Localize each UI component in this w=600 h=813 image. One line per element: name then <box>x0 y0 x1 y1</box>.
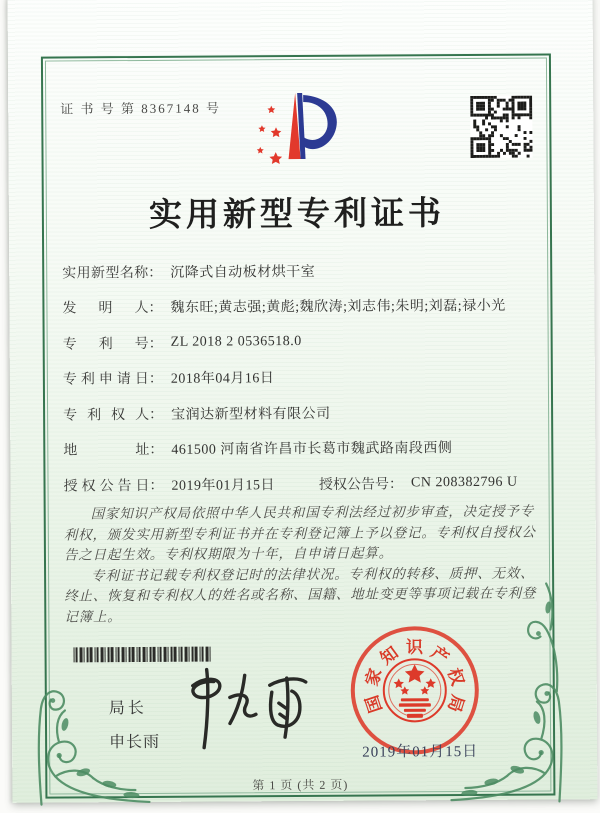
field-value: CN 208382796 U <box>410 474 518 491</box>
barcode-bar <box>160 647 162 662</box>
field-patentee <box>63 394 543 432</box>
field-label: 专利申请日 <box>62 372 149 388</box>
seal-char: 知 <box>376 642 402 669</box>
seal-char: 国 <box>362 692 386 715</box>
certificate-frame <box>41 53 556 798</box>
field-label: 授权公告日 <box>63 478 150 495</box>
barcode-bar <box>179 647 180 662</box>
barcode-bar <box>189 647 190 662</box>
barcode-bar <box>195 647 198 662</box>
certificate-number: 证 书 号 第 8367148 号 <box>60 100 222 117</box>
barcode-bar <box>158 647 159 662</box>
field-value: ZL 2018 2 0536518.0 <box>170 333 302 350</box>
field-colon: ： <box>148 372 163 388</box>
field-colon: ： <box>148 265 163 281</box>
field-label: 实用新型名称 <box>62 265 149 282</box>
field-value: 2018年04月16日 <box>170 371 275 388</box>
field-value: 魏东旺;黄志强;黄彪;魏欣涛;刘志伟;朱明;刘磊;禄小光 <box>170 299 506 317</box>
barcode-bar <box>174 647 177 662</box>
barcode-bar <box>192 647 194 662</box>
field-colon: ： <box>149 407 164 423</box>
barcode-bar <box>153 647 156 662</box>
seal-date: 2019年01月15日 <box>362 743 479 761</box>
barcode-bar <box>206 647 209 662</box>
barcode-bar <box>168 647 169 662</box>
field-value: 461500 河南省许昌市长葛市魏武路南段西侧 <box>171 441 453 459</box>
field-colon: ： <box>388 477 404 493</box>
signer-title: 局长 <box>108 699 147 718</box>
field-grant-date <box>63 465 543 503</box>
seal-char: 产 <box>427 642 453 669</box>
barcode-bar <box>210 647 211 662</box>
legal-paragraph-2: 专利证书记载专利权登记时的法律状况。专利权的转移、质押、无效、终止、恢复和专利权人的姓名或名称、国籍、地址变更等事项记载在专利登记簿上。 <box>64 565 537 624</box>
field-label: 授权公告号 <box>318 477 390 493</box>
floral-corner-ornament-right <box>448 573 569 804</box>
barcode-bar <box>185 647 188 662</box>
handwritten-signature-icon <box>167 661 323 762</box>
signer-name: 申长雨 <box>109 733 161 752</box>
field-value: 沉降式自动板材烘干室 <box>170 264 316 281</box>
national-emblem-icon <box>379 652 451 728</box>
field-address <box>63 429 543 467</box>
field-label: 专利号 <box>62 336 149 353</box>
field-colon: ： <box>148 301 163 317</box>
field-list <box>62 252 544 503</box>
barcode-bar <box>181 647 183 662</box>
field-name <box>62 252 542 290</box>
page-number: 第 1 页 (共 2 页) <box>252 777 349 793</box>
field-grant-no <box>319 472 518 493</box>
legal-paragraph-1: 国家知识产权局依照中华人民共和国专利法经过初步审查，决定授予专利权，颁发实用新型专利证书并在专利登记簿上予以登记。专利权自授权公告之日起生效。专利权期限为十年，自申请日起算。 <box>63 503 536 563</box>
cnipa-logo-icon <box>243 89 349 172</box>
field-colon: ： <box>149 478 164 494</box>
floral-corner-ornament-left <box>31 656 152 807</box>
seal-char: 家 <box>362 666 386 689</box>
seal-char: 局 <box>444 692 468 715</box>
field-colon: ： <box>148 336 163 352</box>
qr-code-icon <box>470 96 532 158</box>
field-colon: ： <box>149 443 164 459</box>
seal-char: 权 <box>443 665 468 688</box>
certificate-title: 实用新型专利证书 <box>148 196 445 234</box>
field-inventors <box>62 287 542 325</box>
field-value: 2019年01月15日 <box>171 477 276 494</box>
barcode-bar <box>200 647 201 662</box>
field-filing-date <box>63 358 543 396</box>
barcode-bar <box>171 647 173 662</box>
seal-char: 识 <box>405 637 424 657</box>
field-patent-no <box>63 323 543 361</box>
field-value: 宝润达新型材料有限公司 <box>171 406 331 423</box>
field-label: 专利权人 <box>63 407 150 424</box>
barcode-bar <box>202 647 204 662</box>
barcode-bar <box>164 647 167 662</box>
field-label: 发明人 <box>62 301 149 317</box>
certificate-paper <box>8 0 598 803</box>
field-label: 地址 <box>63 443 150 459</box>
